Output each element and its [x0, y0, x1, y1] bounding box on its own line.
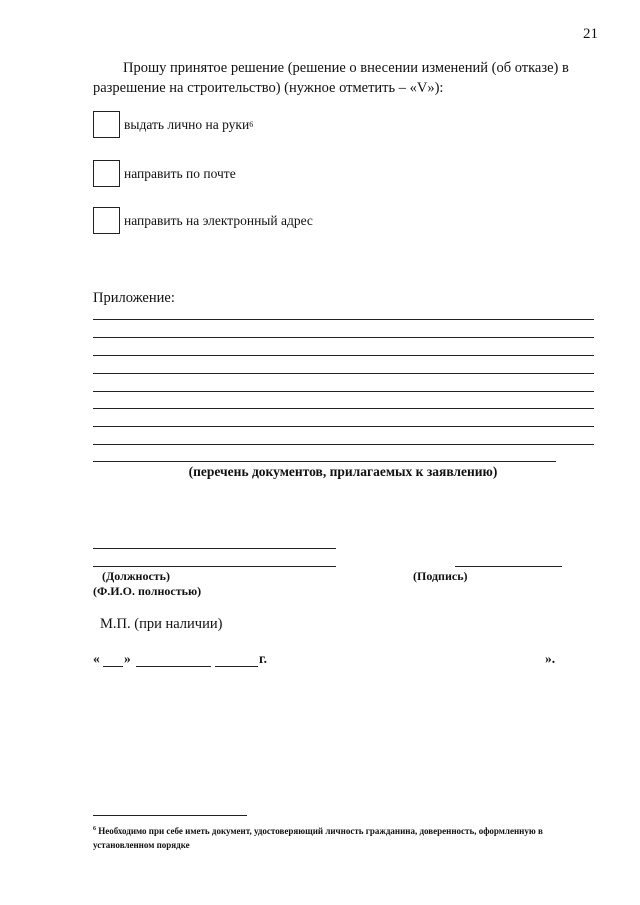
appendix-caption: (перечень документов, прилагаемых к заявлению) — [188, 464, 498, 479]
signature-label: (Подпись) — [413, 569, 468, 583]
appendix-line — [93, 355, 594, 356]
appendix-line — [93, 391, 594, 392]
intro-paragraph: Прошу принятое решение (решение о внесении изменений (об отказе) в разрешение на строительство) (нужное отметить – «V»): — [93, 60, 569, 96]
checkbox-email[interactable] — [93, 207, 120, 234]
appendix-line — [93, 408, 594, 409]
checkbox-hand-delivery[interactable] — [93, 111, 120, 138]
date-year-suffix: г. — [259, 651, 267, 666]
signature-line — [455, 566, 562, 567]
footnote — [93, 822, 573, 852]
appendix-line — [93, 337, 594, 338]
date-year-field[interactable] — [215, 666, 258, 667]
footnote-text: Необходимо при себе иметь документ, удостоверяющий личность гражданина, доверенность, оформленную в установленном порядке — [93, 826, 543, 850]
position-label: (Должность) — [102, 569, 171, 583]
footnote-ref: 6 — [249, 120, 254, 129]
option-hand-delivery[interactable] — [93, 111, 253, 138]
name-line — [93, 566, 336, 567]
appendix-line — [93, 444, 594, 445]
date-right-close: ». — [545, 651, 556, 666]
checkbox-mail[interactable] — [93, 160, 120, 187]
page-number: 21 — [583, 26, 598, 42]
appendix-line — [93, 426, 594, 427]
appendix-label: Приложение: — [93, 290, 175, 306]
name-label: (Ф.И.О. полностью) — [93, 584, 202, 598]
date-day-field[interactable] — [103, 666, 123, 667]
date-day-open: « — [93, 651, 100, 666]
date-month-field[interactable] — [136, 666, 211, 667]
appendix-line — [93, 461, 556, 462]
option-label: направить по почте — [124, 165, 236, 181]
date-day-close: » — [124, 651, 131, 666]
position-line — [93, 548, 336, 549]
option-label: выдать лично на руки — [124, 116, 250, 132]
stamp-label: М.П. (при наличии) — [100, 616, 223, 632]
option-label: направить на электронный адрес — [124, 212, 313, 228]
option-mail[interactable] — [93, 160, 236, 187]
footnote-marker: 6 — [93, 826, 96, 832]
appendix-line — [93, 373, 594, 374]
option-email[interactable] — [93, 207, 313, 234]
appendix-line — [93, 319, 594, 320]
footnote-separator — [93, 815, 247, 816]
